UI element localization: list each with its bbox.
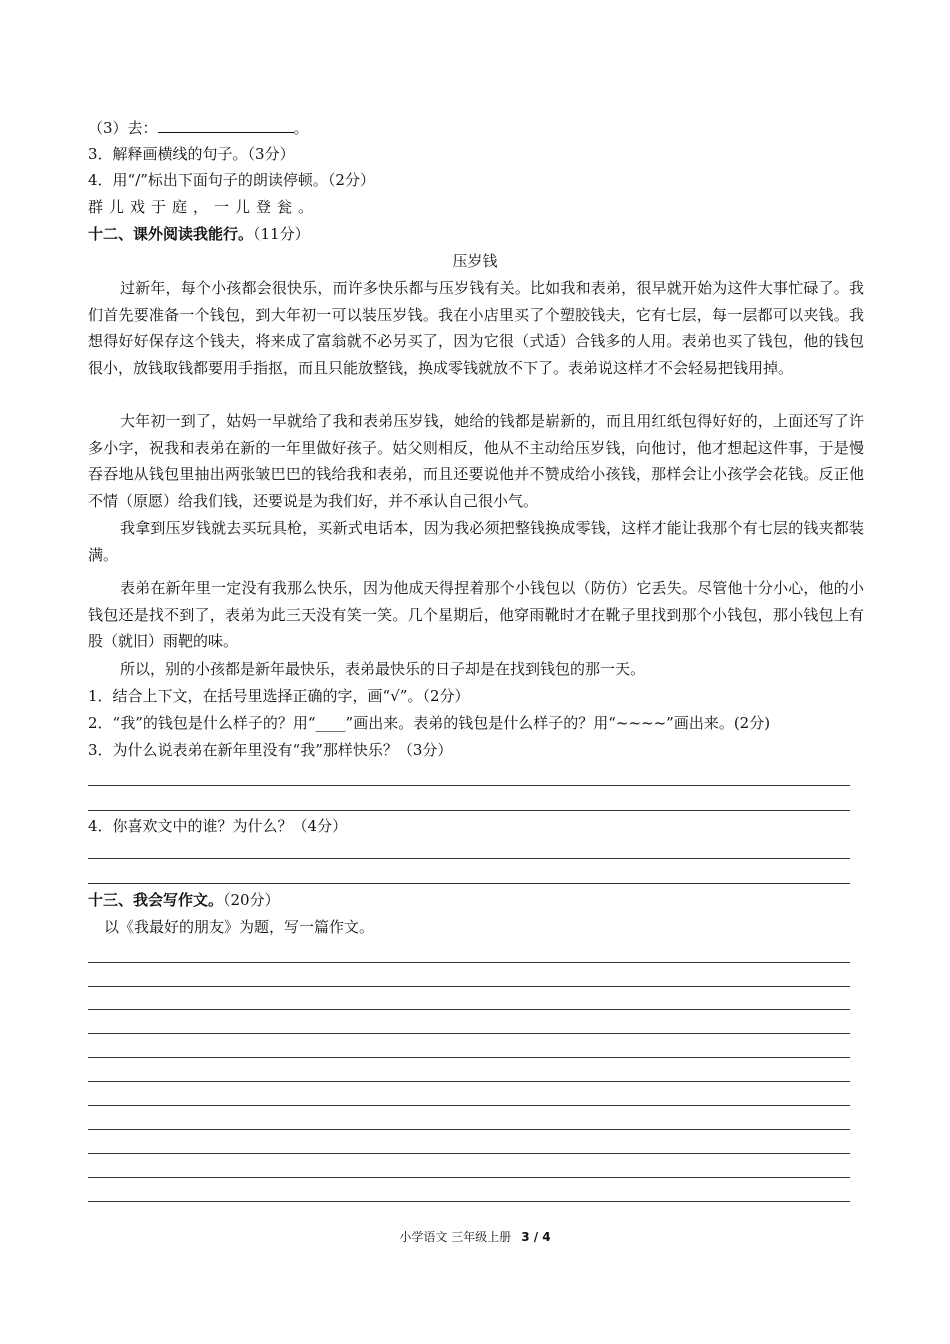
reading-question-3: 3．为什么说表弟在新年里没有“我”那样快乐？（3分） (88, 741, 453, 759)
reading-question-1: 1．结合上下文，在括号里选择正确的字，画“√”。（2分） (88, 687, 470, 705)
passage-paragraph-4: 表弟在新年里一定没有我那么快乐，因为他成天得捏着那个小钱包以（防仿）它丢失。尽管他十分小心，他的小钱包还是找不到了，表弟为此三天没有笑一笑。几个星期后，他穿雨靴时才在靴子里找到那个小钱包，那小钱包上有股（就旧）雨靶的味。 (88, 579, 864, 650)
essay-line[interactable] (88, 986, 850, 987)
essay-prompt: 以《我最好的朋友》为题，写一篇作文。 (104, 918, 375, 936)
item3-prefix: （3）去： (88, 119, 158, 137)
section-13-points: （20分） (223, 891, 280, 909)
passage-paragraph-5: 所以，别的小孩都是新年最快乐，表弟最快乐的日子却是在找到钱包的那一天。 (120, 660, 646, 678)
answer-line[interactable] (88, 785, 850, 786)
essay-line[interactable] (88, 1105, 850, 1106)
question-3-explain: 3．解释画横线的句子。（3分） (88, 145, 295, 163)
section-12-points: （11分） (253, 225, 310, 243)
passage-paragraph-1: 过新年，每个小孩都会很快乐，而许多快乐都与压岁钱有关。比如我和表弟，很早就开始为这件大事忙碌了。我们首先要准备一个钱包，到大年初一可以装压岁钱。我在小店里买了个塑胶钱夫，它有七层，每一层都可以夹钱。我想得好好保存这个钱夫，将来成了富翁就不必另买了，因为它很（式适）合钱多的人用。表弟也买了钱包，他的钱包很小，放钱取钱都要用手指抠，而且只能放整钱，换成零钱就放不下了。表弟说这样才不会轻易把钱用掉。 (88, 279, 864, 377)
section-13-heading (88, 890, 280, 910)
essay-line[interactable] (88, 962, 850, 963)
section-12-heading (88, 224, 310, 244)
footer-subject: 小学语文 三年级上册 (399, 1230, 512, 1244)
answer-line[interactable] (88, 810, 850, 811)
section-12-title: 十二、课外阅读我能行。 (88, 225, 254, 243)
essay-line[interactable] (88, 1033, 850, 1034)
passage-paragraph-3: 我拿到压岁钱就去买玩具枪，买新式电话本，因为我必须把整钱换成零钱，这样才能让我那个有七层的钱夹都装满。 (88, 519, 864, 564)
essay-line[interactable] (88, 1057, 850, 1058)
classical-sentence: 群儿戏于庭，一儿登瓮。 (88, 198, 320, 216)
essay-line[interactable] (88, 1177, 850, 1178)
question-4-pause: 4．用“/”标出下面句子的朗读停顿。（2分） (88, 171, 375, 189)
item3-suffix: 。 (293, 119, 309, 137)
essay-line[interactable] (88, 1081, 850, 1082)
answer-line[interactable] (88, 858, 850, 859)
page-footer (0, 1228, 950, 1245)
essay-line[interactable] (88, 1009, 850, 1010)
essay-line[interactable] (88, 1129, 850, 1130)
reading-question-2: 2．“我”的钱包是什么样子的？用“____”画出来。表弟的钱包是什么样子的？用“~~~~”画出来。(2分) (88, 714, 771, 732)
essay-line[interactable] (88, 1153, 850, 1154)
answer-line[interactable] (88, 883, 850, 884)
essay-line[interactable] (88, 1201, 850, 1202)
prev-item-3 (88, 118, 309, 138)
answer-blank[interactable] (158, 118, 294, 133)
section-13-title: 十三、我会写作文。 (88, 891, 224, 909)
passage-title: 压岁钱 (452, 252, 498, 270)
passage-paragraph-2: 大年初一到了，姑妈一早就给了我和表弟压岁钱，她给的钱都是崭新的，而且用红纸包得好好的，上面还写了许多小字，祝我和表弟在新的一年里做好孩子。姑父则相反，他从不主动给压岁钱，向他讨，他才想起这件事，于是慢吞吞地从钱包里抽出两张皱巴巴的钱给我和表弟，而且还要说他并不赞成给小孩钱，那样会让小孩学会花钱。反正他不情（原愿）给我们钱，还要说是为我们好，并不承认自己很小气。 (88, 412, 864, 510)
reading-question-4: 4．你喜欢文中的谁？为什么？（4分） (88, 817, 348, 835)
page-number: 3 / 4 (521, 1230, 551, 1244)
